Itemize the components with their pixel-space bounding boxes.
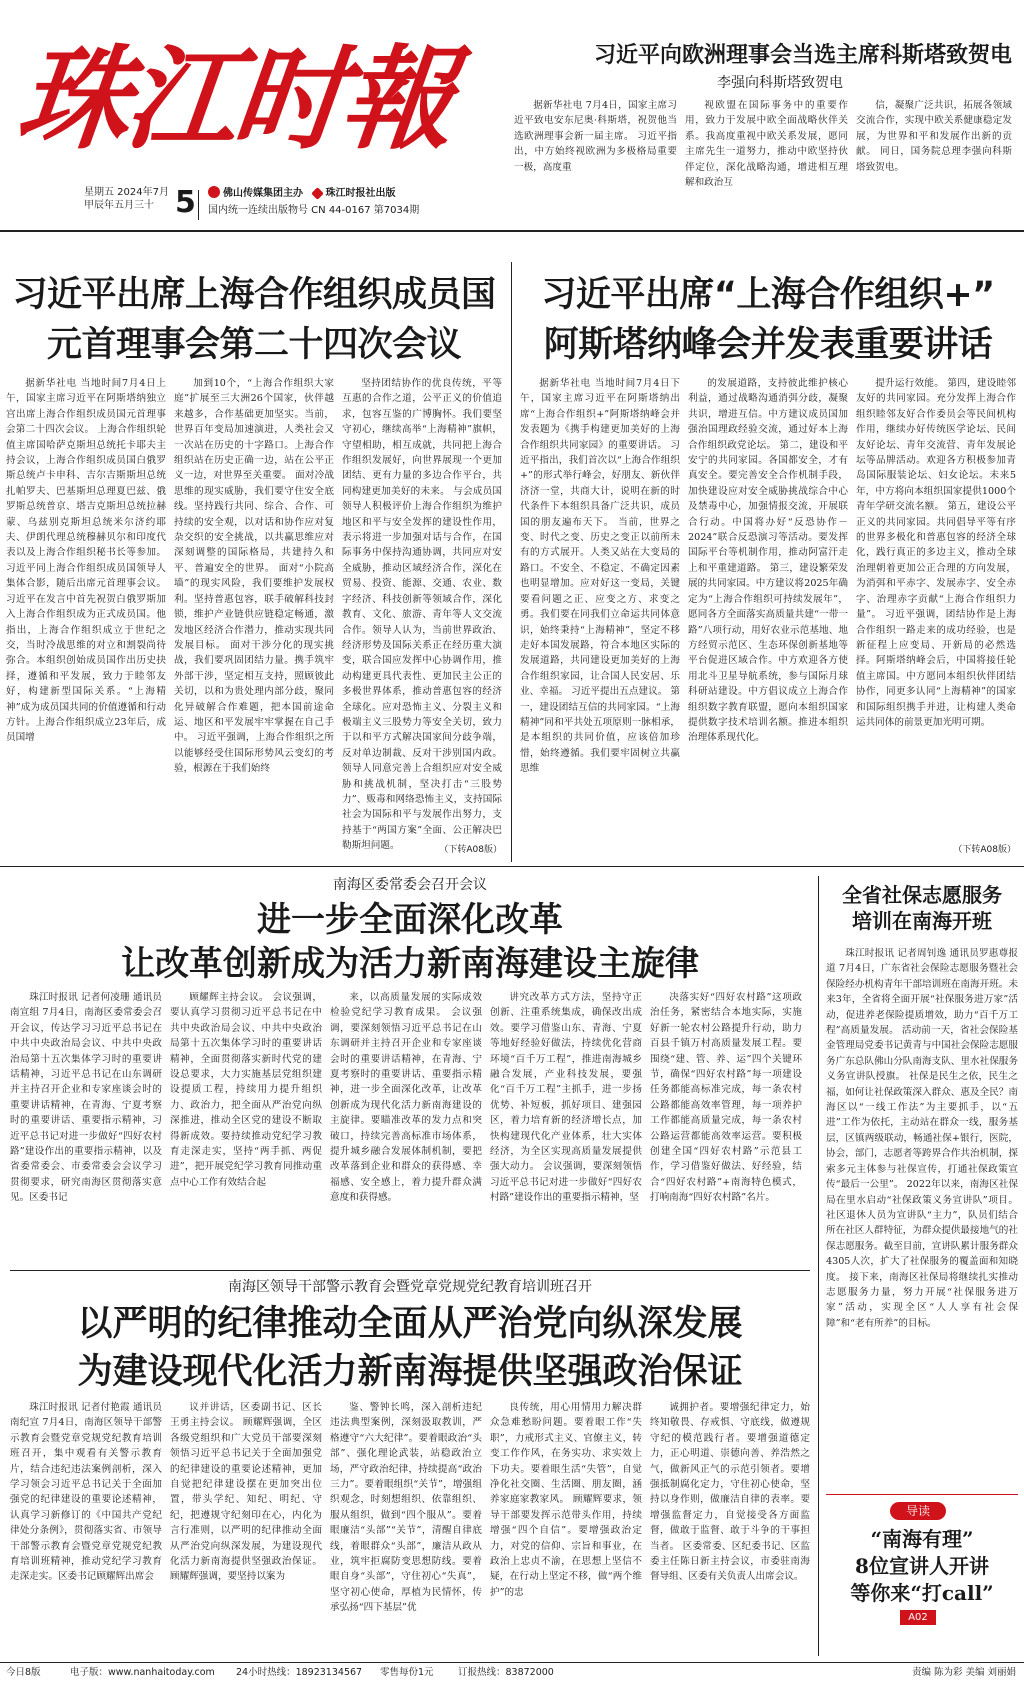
- discipline-column-2: 议并讲话，区委副书记、区长王勇主持会议。 顾耀辉强调，全区各级党组织和广大党员干部要深刻领悟习近平总书记关于全面加强党的纪律建设的重要论述精神，更加自觉把纪律建设摆在更加突出位置，带头学纪、知纪、明纪、守纪，把遵规守纪刻印在心，内化为言行准则，以严明的纪律推动全面从严治党向纵深发展，为建设现代化活力新南海提供坚强政治保证。 顾耀辉强调，要坚持以案为: [170, 1402, 322, 1583]
- publisher-1: 佛山传媒集团主办: [223, 188, 303, 199]
- reform-headline: 进一步全面深化改革 让改革创新成为活力新南海建设主旋律: [121, 900, 699, 984]
- masthead-divider: [0, 230, 1024, 232]
- publisher-2: 珠江时报社出版: [325, 188, 396, 199]
- volunteer-body: 珠江时报讯 记者周钊逸 通讯员罗惠尊报道 7月4日，广东省社会保险志愿服务暨社会保险经办机构青年干部培训班在南海开班。未来3年，全省将全面开展“社保服务进万家”活动，促进养老保险提质增效，助力“百千万工程”高质量发展。 活动前一天，省社会保险基金管理局党委书记黄青与中国社会保险志愿服务广东总队佛山分队南海支队、里水社保服务义务宣讲队授旗。 社保是民生之依，民生之福，如何让社保政策深入群众、惠及全民？南海区以“一线工作法”为主要抓手，以“五进”工作为依托，主动站在群众一线，服务基层，区镇两级联动，畅通社保+银行，医院，协会，部门，志愿者等跨界合作共治机制，探索多元主体参与社保宣传，打通社保政策宣传“最后一公里”。 2022年以来，南海区社保局在里水启动“社保政策义务宣讲队”项目。社区退休人员为宣讲队“主力”，队员们结合所在社区人群特征，为群众提供最接地气的社保志愿服务。截至目前，宣讲队累计服务群众4305人次，扩大了社保服务的覆盖面和知晓度。 接下来，南海区社保局将继续扎实推动志愿服务力量，努力开展“社保服务进万家”活动，实现全区“人人享有社会保障”和“老有所养”的目标。: [826, 948, 1018, 1329]
- serial-number: 国内统一连续出版物号 CN 44-0167 第7034期: [208, 205, 420, 216]
- reform-column-1: 珠江时报讯 记者何凌珊 通讯员南宣组 7月4日，南海区委常委会召开会议，传达学习习近平总书记在中共中央政治局会议、中共中央政治局第十五次集体学习时的重要讲话精神，习近平总书记在山东调研并主持召开企业和专家座谈会时的重要讲话精神，在青海、宁夏考察时的重要讲话、重要指示精神，习近平总书记对进一步做好“四好农村路”建设作出的重要指示精神，以及省委常委会、市委常委会会议学习贯彻要求，研究南海区贯彻落实意见。区委书记: [10, 992, 162, 1204]
- publisher-line: [208, 186, 395, 201]
- newspaper-logo: 珠江时報: [11, 34, 457, 165]
- lead-right-column-1: 据新华社电 当地时间7月4日下午，国家主席习近平在阿斯塔纳出席“上海合作组织+”阿斯塔纳峰会并发表题为《携手构建更加美好的上海合作组织共同家园》的重要讲话。 习近平指出，我们首次以“上海合作组织+”的形式举行峰会，好朋友、新伙伴济济一堂，共商大计，说明在新的时代条件下本组织具备广泛共识，成员国的朋友遍布天下。 当前，世界之变、时代之变、历史之变正以前所未有的方式展开。人类又站在大变局的路口。不安全、不稳定、不确定因素也明显增加。应对好这一变局，关键要看问题之正、应变之方、求变之勇。我们要在同我们立命运共同体意识，始终秉持“上海精神”，坚定不移走好本国发展路，符合本地区实际的发展道路，共同建设更加美好的上海合作组织家园，让合国人民安居、乐业、幸福。 习近平提出五点建议。 第一，建设团结互信的共同家园。“上海精神”同和平共处五项原则一脉相承，是本组织的共同价值，应该倍加珍惜，始终遵循。我们要牢固树立共赢思维: [520, 378, 680, 775]
- lead-right-column-2: 的发展道路，支持彼此维护核心利益，通过战略沟通消弭分歧，凝聚共识，增进互信。中方建议成员国加强治国理政经验交流，通过好本上海合作组织政党论坛。 第二，建设和平安宁的共同家园。各国都安全，才有真安全。要完善安全合作机制手段，加快建设应对安全威胁挑战综合中心及禁毒中心，加强情报交流，开展联合行动。中国将办好“反恐协作－2024”联合反恐演习等活动。要发挥国际平台等机制作用，推动阿富汗走上和平重建道路。 第三，建设繁荣发展的共同家园。中方建议将2025年确定为“上海合作组织可持续发展年”，愿同各方全面落实高质量共建“一带一路”八项行动，用好农业示范基地、地方经贸示范区、生态环保创新基地等平台促进区域合作。中方欢迎各方使用北斗卫星导航系统，参与国际月球科研站建设。中方倡议成立上海合作组织数字教育联盟，愿向本组织国家提供数字技术培训名额。推进本组织治理体系现代化。: [688, 378, 848, 744]
- lead-right-column-3: 提升运行效能。 第四，建设睦邻友好的共同家园。充分发挥上海合作组织睦邻友好合作委员会等民间机构作用，继续办好传统医学论坛、民间友好论坛、青年交流营、青年发展论坛等品牌活动。欢迎各方积极参加青岛国际服装论坛、妇女论坛。未来5年，中方将向本组织国家提供1000个青年学研交流名额。 第五，建设公平正义的共同家园。共同倡导平等有序的世界多极化和普惠包容的经济全球化，践行真正的多边主义，推动全球治理朝着更加公正合理的方向发展，为消弭和平赤字、发展赤字、安全赤字、治理赤字贡献“上海合作组织力量”。 习近平强调，团结协作是上海合作组织一路走来的成功经验，也是新征程上应变局、开新局的必然选择。阿斯塔纳峰会后，中国将接任轮值主席国。中方愿同本组织伙伴团结协作，同更多认同“上海精神”的国家和国际组织携手并进，让构建人类命运共同体的前景更加光明可期。: [856, 378, 1016, 728]
- footer-bar: [0, 1664, 1024, 1681]
- footer-hotline: 24小时热线：18923134567: [236, 1667, 363, 1678]
- discipline-column-3: 鉴、警钟长鸣，深入剖析违纪违法典型案例，深刻汲取教训，严格遵守“六大纪律”。要着眼政治“头部”、强化理论武装，站稳政治立场，严守政治纪律，持续提高“政治三力”。要着眼组织“关节”，增强组织观念，时刻想组织、依靠组织、服从组织，做到“四个服从”。要着眼廉洁“头部”“关节”，清醒自律底线，着眼群众“头部”，廉洁从政从业，筑牢拒腐防变思想防线。要着眼自身“头部”，守住初心“失真”，坚守初心使命，厚植为民情怀，传承弘扬“四下基层”优: [330, 1402, 482, 1614]
- footer-divider: [0, 1662, 1024, 1663]
- top-story-column-3: 信，凝聚广泛共识，拓展各领域交流合作，实现中欧关系健康稳定发展，为世界和平和发展作出新的贡献。 同日，国务院总理李强向科斯塔致贺电。: [856, 100, 1012, 173]
- footer-price: 零售每份1元: [380, 1667, 434, 1678]
- sidebar-divider: [818, 876, 819, 1656]
- lead-left-column-2: 加到10个，“上海合作组织大家庭”扩展至三大洲26个国家，伙伴越来越多，合作基础更加坚实。当前，世界百年变局加速演进，人类社会又一次站在历史的十字路口。上海合作组织站在历史正确一边，站在公平正义一边，对世界至关重要。 面对冷战思维的现实威胁，我们要守住安全底线。坚持践行共同、综合、合作、可持续的安全观，以对话和协作应对复杂交织的安全挑战，以共赢思维应对深刻调整的国际格局，共建持久和平、普遍安全的世界。 面对“小院高墙”的现实风险，我们要维护发展权利。坚持普惠包容，联手破解科技封锁，维护产业链供应链稳定畅通，激发地区经济合作潜力，推动实现共同发展目标。 面对干涉分化的现实挑战，我们要巩固团结力量。携手筑牢外部干涉，坚定相互支持，照顾彼此关切，以和为贵处理内部分歧，聚同化异破解合作难题，把本国前途命运、地区和平发展牢牢掌握在自己手中。 习近平强调，上海合作组织之所以能够经受住国际形势风云变幻的考验，根源在于我们始终: [174, 378, 334, 775]
- section-divider: [0, 866, 1024, 867]
- lead-left-continued: （下转A08版）: [439, 845, 502, 855]
- reform-column-4: 讲究改革方式方法，坚持守正创新、注重系统集成，确保改出成效。要学习借鉴山东、青海、宁夏等地好经验好做法，持续优化营商环境“百千万工程”，推进南海城乡融合发展，产业科技发展，要强化“百千万工程”主抓手，进一步扬优势、补短板，抓好项目、建强园区，着力培育新的经济增长点，加快构建现代化产业体系，壮大实体经济，为全区实现高质量发展提供强大动力。 会议强调，要深刻领悟习近平总书记对进一步做好“四好农村路”建设作出的重要指示精神，坚: [490, 992, 642, 1204]
- discipline-column-1: 珠江时报讯 记者付艳霞 通讯员南纪宣 7月4日，南海区领导干部警示教育会暨党章党规党纪教育培训班召开，集中观看有关警示教育片，结合违纪违法案例剖析，深入学习领会习近平总书记关于全面加强党的纪律建设的重要论述精神，认真学习新修订的《中国共产党纪律处分条例》，贯彻落实省、市领导干部警示教育会暨党章党规党纪教育培训班精神，推动党纪学习教育走深走实。区委书记顾耀辉出席会: [10, 1402, 162, 1583]
- newspaper-logo-icon: [312, 187, 325, 200]
- reform-bottom-divider: [10, 1270, 810, 1271]
- reform-column-2: 顾耀辉主持会议。 会议强调，要认真学习贯彻习近平总书记在中共中央政治局会议、中共中央政治局第十五次集体学习时的重要讲话精神，全面贯彻落实新时代党的建设总要求，大力实施基层党组织建设提质工程，持续用力提升组织力、政治力，把全面从严治党向纵深推进，推动全区党的建设不断取得新成效。要持续推动党纪学习教育走深走实，坚持“两手抓、两促进”，把开展党纪学习教育同推动重点中心工作有效结合起: [170, 992, 322, 1188]
- lead-left-column-3: 坚持团结协作的优良传统，平等互惠的合作之道，公平正义的价值追求，包容互鉴的广博胸怀。我们要坚守初心，继续高举“上海精神”旗帜，守望相助，相互成就，共同把上海合作组织发展好，向世界展现一个更加团结、更有力量的多边合作平台，共同构建更加美好的未来。 与会成员国领导人积极评价上海合作组织为维护地区和平与安全发挥的建设性作用，表示将进一步加强对话与合作，在国际事务中保持沟通协调，共同应对安全威胁，推动区域经济合作，深化在贸易、投资、能源、交通、农业、数字经济、科技创新等领域合作，深化教育、文化、旅游、青年等人文交流合作。领导人认为，当前世界政治、经济形势及国际关系正在经历重大演变，联合国应发挥中心协调作用，推动构建更具代表性、更加民主公正的多极世界体系，推动普惠包容的经济全球化。应对恐怖主义、分裂主义和极端主义三股势力等安全关切，致力于以和平方式解决国家间分歧争端，反对单边制裁、反对干涉别国内政。领导人同意完善上合组织应对安全威胁和挑战机制，坚决打击“三股势力”、贩毒和网络恐怖主义，支持国际社会为国际和平与发展作出努力，支持基于“两国方案”全面、公正解决巴勒斯坦问题。: [342, 378, 502, 852]
- top-story-column-1: 据新华社电 7月4日，国家主席习近平致电安东尼奥·科斯塔，祝贺他当选欧洲理事会新一届主席。 习近平指出，中方始终视欧洲为多极格局重要一极，高度重: [514, 100, 677, 173]
- lunar-date: 甲辰年五月三十: [84, 200, 154, 211]
- teaser-headline[interactable]: “南海有理” 8位宣讲人开讲 等你来“打call”: [850, 1527, 994, 1605]
- reform-column-3: 来，以高质量发展的实际成效检验党纪学习教育成果。 会议强调，要深刻领悟习近平总书记在山东调研并主持召开企业和专家座谈会时的重要讲话精神，在青海、宁夏考察时的重要讲话、重要指示精神，进一步全面深化改革，让改革创新成为现代化活力新南海建设的主旋律。要瞄准改革的发力点和突破口，持续完善高标准市场体系，提升城乡融合发展体制机制，要把改革落到企业和群众的获得感、幸福感、安全感上，着力提升群众满意度和获得感。: [330, 992, 482, 1204]
- weekday-date: 星期五 2024年7月: [84, 187, 169, 198]
- discipline-column-4: 良传统，用心用情用力解决群众急难愁盼问题。要着眼工作“失职”，力戒形式主义、官僚主义，转变工作作风，在务实功、求实效上下功夫。要着眼生活“失管”，自觉净化社交圈、生活圈、朋友圈，涵养家庭家教家风。 顾耀辉要求，领导干部要发挥示范带头作用，持续增强“四个自信”。要增强政治定力，对党的信仰、宗旨和事业，在政治上忠贞不渝，在思想上坚信不疑，在行动上坚定不移，做“两个维护”的忠: [490, 1402, 642, 1598]
- day-number: 5: [175, 185, 196, 220]
- discipline-headline: 以严明的纪律推动全面从严治党向纵深发展 为建设现代化活力新南海提供坚强政治保证: [77, 1304, 743, 1392]
- lead-column-divider: [511, 262, 512, 862]
- reform-column-5: 决落实好“四好农村路”这项政治任务，紧密结合本地实际，实施好新一轮农村公路提升行动，助力百县千镇万村高质量发展工程。要围绕“建、管、养、运”四个关键环节，确保“四好农村路”每一项建设任务都能高标准完成，每一条农村公路都能高效率管理，每一项养护工作都能高质量完成，每一条农村公路运营都能高效率运营。要积极创建全国“四好农村路”示范县工作，学习借鉴好做法、好经验，结合“四好农村路”+南海特色模式，打响南海“四好农村路”名片。: [650, 992, 802, 1204]
- lead-right-continued: （下转A08版）: [953, 845, 1016, 855]
- media-group-logo-icon: [208, 186, 220, 198]
- lead-left-headline: 习近平出席上海合作组织成员国 元首理事会第二十四次会议: [12, 275, 496, 365]
- lead-left-column-1: 据新华社电 当地时间7月4日上午，国家主席习近平在阿斯塔纳独立宫出席上海合作组织成员国元首理事会第二十四次会议。 上海合作组织轮值主席国哈萨克斯坦总统托卡耶夫主持会议，上海合作组织成员国白俄罗斯总统卢卡申科、吉尔吉斯斯坦总统扎帕罗夫、巴基斯坦总理夏巴兹、俄罗斯总统普京、塔吉克斯坦总统拉赫蒙、乌兹别克斯坦总统米尔济约耶夫、伊朗代理总统穆赫贝尔和印度代表以及上海合作组织秘书长等参加。 习近平同上海合作组织成员国领导人集体合影，随后出席元首理事会议。 习近平在发言中首先祝贺白俄罗斯加入上海合作组织成为正式成员国。他指出，上海合作组织成立于世纪之交，当时冷战思维的对立和割裂尚待弥合。本组织创始成员国作出历史抉择，遵循和平发展，致力于睦邻友好，构建新型国际关系。“上海精神”成为成员国共同的价值遵循和行动方针。上海合作组织成立23年后，成员国增: [6, 378, 166, 744]
- footer-pages: 今日8版: [6, 1667, 41, 1678]
- top-story-subhead: 李强向科斯塔致贺电: [717, 75, 843, 91]
- footer-editors: 责编 陈为彩 美编 刘丽娟: [911, 1667, 1016, 1678]
- footer-subscribe: 订报热线：83872000: [458, 1667, 554, 1678]
- teaser-label: 导读: [890, 1502, 946, 1520]
- teaser-page-tag[interactable]: A02: [900, 1610, 936, 1625]
- discipline-column-5: 诚拥护者。要增强纪律定力，始终知敬畏、存戒惧、守底线，做遵规守纪的模范践行者。要增强道德定力，正心明道、崇德向善、养浩然之气，做新风正气的示范引领者。要增强抵制腐化定力，守住初心使命，坚持以身作则，做廉洁自律的表率。要增强监督定力，自觉接受各方面监督，做敢于监督、敢于斗争的干事担当者。 区委常委、区纪委书记、区监委主任陈日新主持会议，市委驻南海督导组、区委有关负责人出席会议。: [650, 1402, 810, 1583]
- discipline-kicker: 南海区领导干部警示教育会暨党章党规党纪教育培训班召开: [228, 1279, 592, 1295]
- issue-date: [84, 186, 184, 212]
- top-story-column-2: 视欧盟在国际事务中的重要作用，致力于发展中欧全面战略伙伴关系。我高度重视中欧关系发展，愿同主席先生一道努力，推动中欧坚持伙伴定位，深化战略沟通，增进相互理解和政治互: [685, 100, 848, 189]
- reform-kicker: 南海区委常委会召开会议: [333, 877, 487, 893]
- volunteer-headline: 全省社保志愿服务 培训在南海开班: [842, 883, 1002, 933]
- lead-right-headline: 习近平出席“上海合作组织+” 阿斯塔纳峰会并发表重要讲话: [541, 275, 995, 365]
- teaser-divider: [826, 1494, 1018, 1495]
- top-story-headline: 习近平向欧洲理事会当选主席科斯塔致贺电: [593, 43, 1012, 68]
- footer-website[interactable]: 电子版：www.nanhaitoday.com: [70, 1667, 215, 1678]
